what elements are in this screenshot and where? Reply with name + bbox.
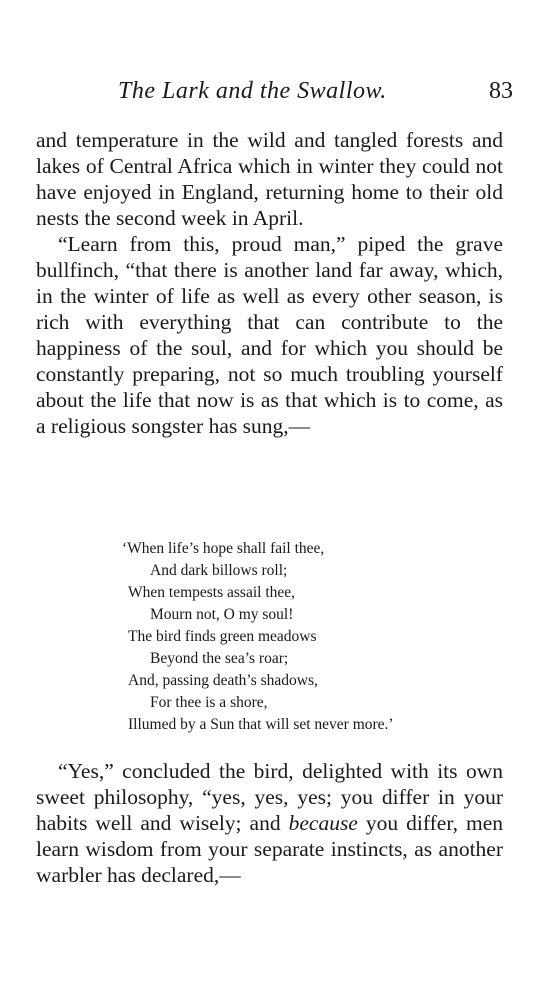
verse-line: For thee is a shore,: [150, 694, 268, 711]
verse-line: And dark billows roll;: [150, 562, 288, 579]
verse-line: Beyond the sea’s roar;: [150, 650, 289, 667]
verse-line: The bird finds green meadows: [128, 628, 317, 645]
verse-line: When tempests assail thee,: [128, 584, 296, 601]
page-header: [118, 78, 513, 108]
verse-line: Illumed by a Sun that will set never more.’: [128, 716, 394, 733]
paragraph-bullfinch: “Learn from this, proud man,” piped the grave bullfinch, “that there is another land far away, which, in the winter of life as well as every other season, is rich with everything that can contribute to the happiness of the soul, and for which you should be constantly preparing, not so much troubling yourself about the life that now is as that which is to come, as a religious songster has sung,—: [36, 232, 503, 438]
verse-line: Mourn not, O my soul!: [150, 606, 294, 623]
page-number: 83: [489, 78, 513, 104]
text-run: “Yes,” concluded the bird, delighted with its own sweet philosophy, “yes, yes, yes; you differ in your habits well and wisely; and: [36, 759, 503, 835]
paragraph-continuation: and temperature in the wild and tangled forests and lakes of Central Africa which in winter they could not have enjoyed in England, returning home to their old nests the second week in April.: [36, 128, 503, 230]
verse-line: ‘When life’s hope shall fail thee,: [122, 540, 325, 557]
italic-word: because: [288, 811, 358, 835]
body-text-bottom: [36, 758, 503, 888]
verse-line: And, passing death’s shadows,: [128, 672, 318, 689]
text-run: you differ, men learn wisdom from your separate instincts, as another warbler has declared,—: [36, 811, 504, 887]
paragraph-conclusion: [36, 758, 503, 888]
body-text-top: [36, 127, 503, 439]
verse-quotation: [122, 538, 518, 736]
running-title: The Lark and the Swallow.: [118, 78, 387, 104]
